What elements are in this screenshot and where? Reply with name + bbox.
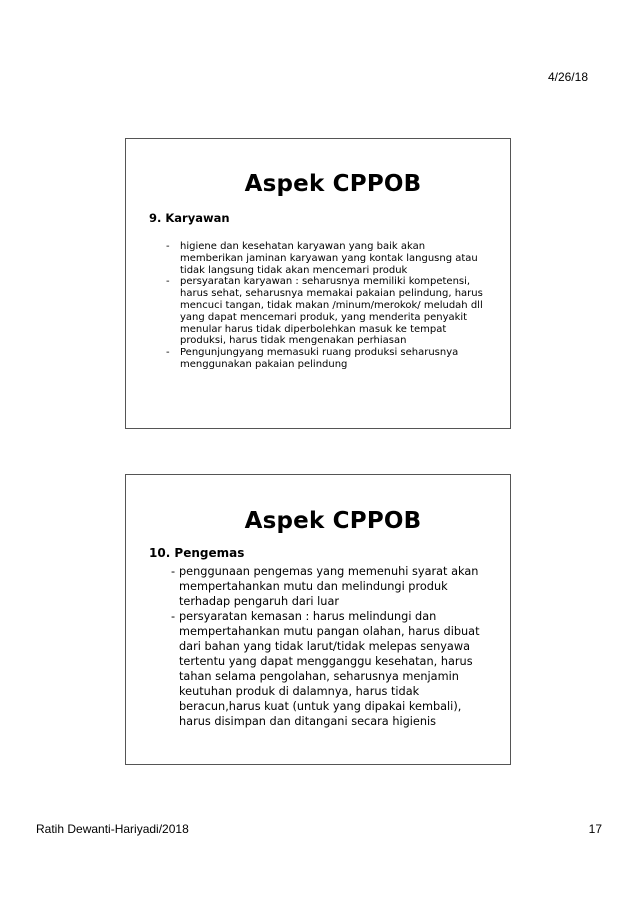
list-item: [166, 276, 484, 347]
bullet-marker: -: [166, 241, 170, 252]
bullet-marker: -: [171, 610, 176, 623]
slide-title: Aspek CPPOB: [244, 508, 422, 534]
list-item-text: penggunaan pengemas yang memenuhi syarat akan mempertahankan mutu dan melindungi produk terhadap pengaruh dari luar: [179, 565, 479, 608]
list-item-text: higiene dan kesehatan karyawan yang baik akan memberikan jaminan karyawan yang kontak langusng atau tidak langsung tidak akan mencemari produk: [180, 241, 478, 276]
slide-pengemas: [125, 474, 511, 765]
slide-karyawan: [125, 138, 511, 429]
bullet-marker: -: [166, 347, 170, 359]
list-item-text: persyaratan karyawan : seharusnya memiliki kompetensi, harus sehat, seharusnya memakai pakaian pelindung, harus mencuci tangan, tidak makan /minum/merokok/ meludah dll yang dapat mencemari produk, yang menderita penyakit menular harus tidak diperbolehkan masuk ke tempat produksi, harus tidak mengenakan perhiasan: [180, 276, 483, 347]
list-item: [166, 241, 484, 276]
bullet-marker: -: [166, 276, 170, 288]
section-heading: 9. Karyawan: [149, 211, 230, 225]
list-item: [166, 347, 484, 371]
page-number: 17: [588, 822, 602, 836]
section-heading: 10. Pengemas: [149, 546, 245, 560]
footer-author: Ratih Dewanti-Hariyadi/2018: [36, 822, 189, 836]
list-item: [171, 609, 488, 729]
list-item-text: Pengunjungyang memasuki ruang produksi seharusnya menggunakan pakaian pelindung: [180, 347, 459, 370]
page-date: 4/26/18: [547, 70, 588, 84]
list-item-text: persyaratan kemasan : harus melindungi dan mempertahankan mutu pangan olahan, harus dibuat dari bahan yang tidak larut/tidak melepas senyawa tertentu yang dapat mengganggu kesehatan, harus tahan selama pengolahan, seharusnya menjamin keutuhan produk di dalamnya, harus tidak beracun,harus kuat (untuk yang dipakai kembali), harus disimpan dan ditangani secara higienis: [179, 610, 480, 728]
bullet-list: [126, 241, 510, 371]
bullet-marker: -: [171, 565, 176, 578]
list-item: [171, 564, 488, 609]
slide-title: Aspek CPPOB: [244, 171, 422, 197]
bullet-list: [126, 564, 510, 729]
